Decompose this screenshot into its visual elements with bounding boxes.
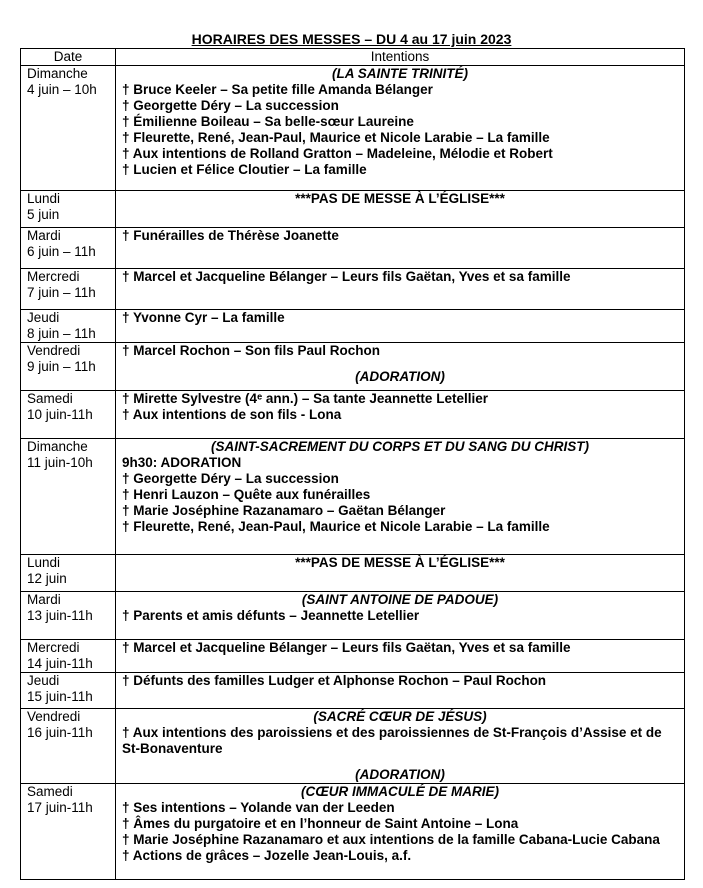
- intentions-cell: [116, 673, 685, 709]
- adoration-note: (ADORATION): [355, 767, 445, 782]
- intentions-cell: [116, 391, 685, 439]
- intention-line: † Parents et amis défunts – Jeannette Letellier: [122, 608, 420, 623]
- date-cell: [21, 640, 116, 673]
- no-mass-notice: ***PAS DE MESSE À L’ÉGLISE***: [295, 191, 505, 206]
- day-name: Samedi: [27, 391, 73, 406]
- table-row: [21, 66, 685, 191]
- table-row: [21, 640, 685, 673]
- table-header-row: [21, 49, 685, 66]
- table-row: [21, 673, 685, 709]
- intention-line: † Yvonne Cyr – La famille: [122, 310, 285, 325]
- intention-line: † Actions de grâces – Jozelle Jean-Louis, a.f.: [122, 848, 412, 863]
- date-time: 10 juin-11h: [27, 407, 93, 422]
- feast-heading: (LA SAINTE TRINITÉ): [332, 66, 468, 81]
- intention-line: † Marcel et Jacqueline Bélanger – Leurs fils Gaëtan, Yves et sa famille: [122, 640, 571, 655]
- date-cell: [21, 269, 116, 310]
- table-row: [21, 310, 685, 343]
- date-time: 11 juin-10h: [27, 455, 93, 470]
- feast-heading: (SAINT-SACREMENT DU CORPS ET DU SANG DU CHRIST): [210, 439, 589, 454]
- date-cell: [21, 228, 116, 269]
- day-name: Samedi: [27, 784, 73, 799]
- table-row: [21, 709, 685, 784]
- date-cell: [21, 592, 116, 640]
- intention-line: † Aux intentions de Rolland Gratton – Madeleine, Mélodie et Robert: [122, 146, 553, 161]
- date-time: 14 juin-11h: [27, 656, 93, 671]
- date-cell: [21, 439, 116, 555]
- feast-heading: (SACRÉ CŒUR DE JÉSUS): [313, 709, 487, 724]
- intention-line: † Aux intentions de son fils - Lona: [122, 407, 342, 422]
- no-mass-notice: ***PAS DE MESSE À L’ÉGLISE***: [295, 555, 505, 570]
- intentions-column-header: Intentions: [116, 49, 685, 66]
- intention-line: † Lucien et Félice Cloutier – La famille: [122, 162, 367, 177]
- date-time: 12 juin: [27, 571, 67, 586]
- date-time: 7 juin – 11h: [27, 285, 96, 300]
- table-row: [21, 439, 685, 555]
- date-cell: [21, 784, 116, 880]
- date-cell: [21, 66, 116, 191]
- table-row: [21, 228, 685, 269]
- date-time: 9 juin – 11h: [27, 359, 96, 374]
- table-row: [21, 784, 685, 880]
- intentions-cell: [116, 709, 685, 784]
- date-cell: [21, 555, 116, 592]
- intention-line: † Georgette Déry – La succession: [122, 98, 339, 113]
- intention-line: † Marcel et Jacqueline Bélanger – Leurs fils Gaëtan, Yves et sa famille: [122, 269, 571, 284]
- date-time: 17 juin-11h: [27, 800, 93, 815]
- day-name: Lundi: [27, 191, 61, 206]
- intentions-cell: [116, 191, 685, 228]
- intentions-cell: [116, 343, 685, 391]
- adoration-note: (ADORATION): [355, 369, 445, 384]
- table-row: [21, 391, 685, 439]
- feast-heading: (CŒUR IMMACULÉ DE MARIE): [301, 784, 499, 799]
- intentions-cell: [116, 66, 685, 191]
- intentions-cell: [116, 640, 685, 673]
- intentions-cell: [116, 784, 685, 880]
- intentions-cell: [116, 269, 685, 310]
- day-name: Dimanche: [27, 66, 88, 81]
- intention-line: † Marie Joséphine Razanamaro et aux intentions de la famille Cabana-Lucie Cabana: [122, 832, 660, 847]
- table-row: [21, 555, 685, 592]
- intentions-cell: [116, 592, 685, 640]
- intentions-cell: [116, 310, 685, 343]
- page-title: HORAIRES DES MESSES – DU 4 au 17 juin 2023: [191, 31, 512, 47]
- date-time: 5 juin: [27, 207, 60, 222]
- date-cell: [21, 191, 116, 228]
- mass-schedule-table: [20, 48, 685, 880]
- day-name: Mardi: [27, 592, 61, 607]
- intention-line: † Mirette Sylvestre (4ᵉ ann.) – Sa tante Jeannette Letellier: [122, 391, 488, 406]
- day-name: Dimanche: [27, 439, 88, 454]
- intention-line: † Ses intentions – Yolande van der Leeden: [122, 800, 395, 815]
- intention-line: † Georgette Déry – La succession: [122, 471, 339, 486]
- table-row: [21, 191, 685, 228]
- date-time: 4 juin – 10h: [27, 82, 97, 97]
- date-column-header: Date: [21, 49, 116, 66]
- intention-line: † Âmes du purgatoire et en l’honneur de Saint Antoine – Lona: [122, 816, 519, 831]
- date-cell: [21, 310, 116, 343]
- date-time: 15 juin-11h: [27, 689, 93, 704]
- date-cell: [21, 709, 116, 784]
- date-time: 8 juin – 11h: [27, 326, 96, 341]
- day-name: Jeudi: [27, 310, 60, 325]
- intention-line: † Émilienne Boileau – Sa belle-sœur Laureine: [122, 114, 414, 129]
- day-name: Jeudi: [27, 673, 60, 688]
- table-row: [21, 269, 685, 310]
- intention-line: † Fleurette, René, Jean-Paul, Maurice et Nicole Larabie – La famille: [122, 519, 550, 534]
- day-name: Mardi: [27, 228, 61, 243]
- day-name: Mercredi: [27, 269, 80, 284]
- feast-heading: (SAINT ANTOINE DE PADOUE): [301, 592, 499, 607]
- day-name: Vendredi: [27, 709, 81, 724]
- date-time: 13 juin-11h: [27, 608, 93, 623]
- date-cell: [21, 343, 116, 391]
- intention-line: † Funérailles de Thérèse Joanette: [122, 228, 339, 243]
- intention-line: † Défunts des familles Ludger et Alphonse Rochon – Paul Rochon: [122, 673, 547, 688]
- table-row: [21, 592, 685, 640]
- table-row: [21, 343, 685, 391]
- intentions-cell: [116, 555, 685, 592]
- date-time: 6 juin – 11h: [27, 244, 96, 259]
- intention-line: † Aux intentions des paroissiens et des paroissiennes de St-François d’Assise et de St-Bonaventure: [122, 725, 662, 756]
- date-time: 16 juin-11h: [27, 725, 93, 740]
- intentions-cell: [116, 228, 685, 269]
- day-name: Mercredi: [27, 640, 80, 655]
- intention-line: † Bruce Keeler – Sa petite fille Amanda Bélanger: [122, 82, 433, 97]
- date-cell: [21, 391, 116, 439]
- intention-line: † Marcel Rochon – Son fils Paul Rochon: [122, 343, 381, 358]
- intention-line: 9h30: ADORATION: [122, 455, 242, 470]
- intention-line: † Henri Lauzon – Quête aux funérailles: [122, 487, 371, 502]
- date-cell: [21, 673, 116, 709]
- intention-line: † Fleurette, René, Jean-Paul, Maurice et Nicole Larabie – La famille: [122, 130, 550, 145]
- intentions-cell: [116, 439, 685, 555]
- day-name: Lundi: [27, 555, 61, 570]
- day-name: Vendredi: [27, 343, 81, 358]
- intention-line: † Marie Joséphine Razanamaro – Gaëtan Bélanger: [122, 503, 446, 518]
